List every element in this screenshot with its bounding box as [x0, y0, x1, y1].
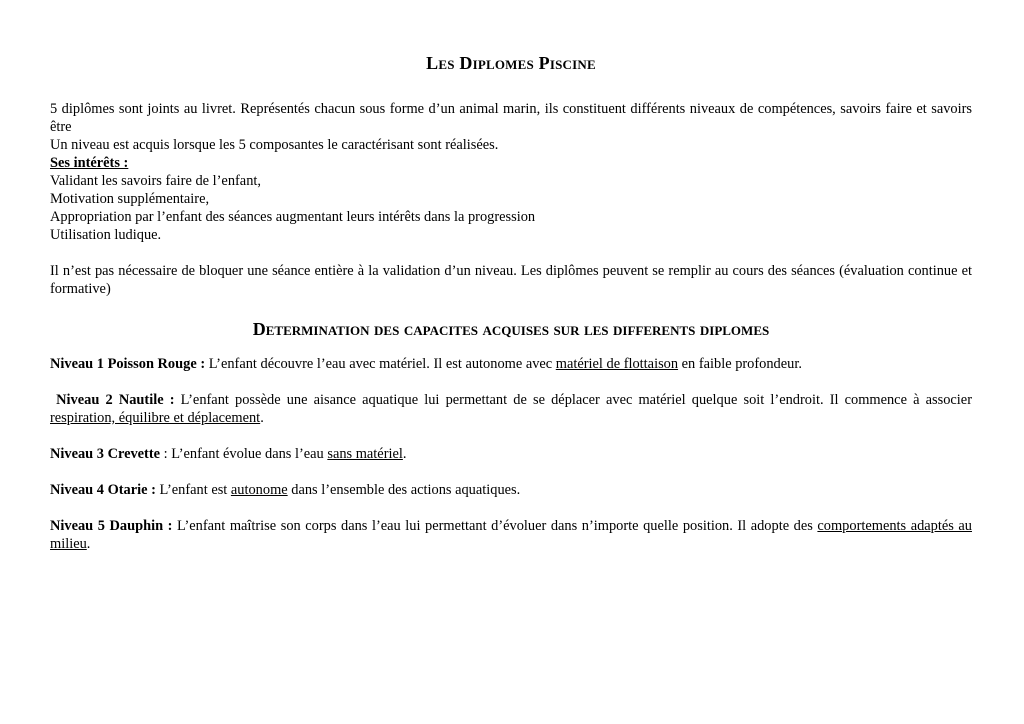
level-text: : L’enfant évolue dans l’eau — [160, 446, 328, 462]
level-key-skill: respiration, équilibre et déplacement — [50, 410, 261, 426]
level-text-end: en faible profondeur. — [678, 356, 802, 372]
validation-note: Il n’est pas nécessaire de bloquer une séance entière à la validation d’un niveau. Les diplômes peuvent se remplir au cours des séances (évaluation continue et formative) — [50, 263, 972, 297]
level-label: Niveau 4 Otarie : — [50, 482, 156, 498]
level-key-skill: comportements adaptés au milieu — [50, 518, 972, 552]
level-key-skill: autonome — [230, 482, 288, 498]
intro-acquisition-line: Un niveau est acquis lorsque les 5 composantes le caractérisant sont réalisées. — [50, 137, 499, 153]
level-item — [50, 391, 972, 427]
level-key-skill: matériel de flottaison — [555, 356, 679, 372]
level-text: L’enfant découvre l’eau avec matériel. Il est autonome avec — [205, 356, 556, 372]
intro-section — [50, 100, 972, 298]
interest-item: Appropriation par l’enfant des séances augmentant leurs intérêts dans la progression — [50, 209, 536, 225]
level-label: Niveau 5 Dauphin : — [50, 518, 173, 534]
level-text-end: dans l’ensemble des actions aquatiques. — [287, 482, 521, 498]
interest-item: Validant les savoirs faire de l’enfant, — [50, 173, 261, 189]
level-label: Niveau 1 Poisson Rouge : — [50, 356, 206, 372]
level-text-end: . — [260, 410, 264, 426]
level-text: L’enfant est — [155, 482, 231, 498]
level-item — [50, 481, 972, 499]
level-item — [50, 445, 972, 463]
level-label: Niveau 2 Nautile : — [56, 392, 175, 408]
level-item — [50, 355, 972, 373]
level-text: L’enfant maîtrise son corps dans l’eau lui permettant d’évoluer dans n’importe quelle position. Il adopte des — [172, 518, 818, 534]
level-key-skill: sans matériel — [327, 446, 403, 462]
level-label: Niveau 3 Crevette — [50, 446, 161, 462]
level-text-end: . — [402, 446, 407, 462]
intro-paragraph: 5 diplômes sont joints au livret. Représentés chacun sous forme d’un animal marin, ils constituent différents niveaux de compétences, savoirs faire et savoirs être — [50, 101, 972, 135]
interests-heading: Ses intérêts : — [50, 155, 129, 171]
interest-item: Motivation supplémentaire, — [50, 191, 210, 207]
levels-list — [50, 355, 972, 571]
level-text: L’enfant possède une aisance aquatique lui permettant de se déplacer avec matériel quelque soit l’endroit. Il commence à associer — [174, 392, 972, 408]
section-heading: Determination des capacites acquises sur les differents diplomes — [252, 319, 770, 339]
interest-item: Utilisation ludique. — [50, 227, 162, 243]
level-text-end: . — [86, 536, 91, 552]
document-title: Les Diplomes Piscine — [426, 53, 596, 73]
level-item — [50, 517, 972, 553]
